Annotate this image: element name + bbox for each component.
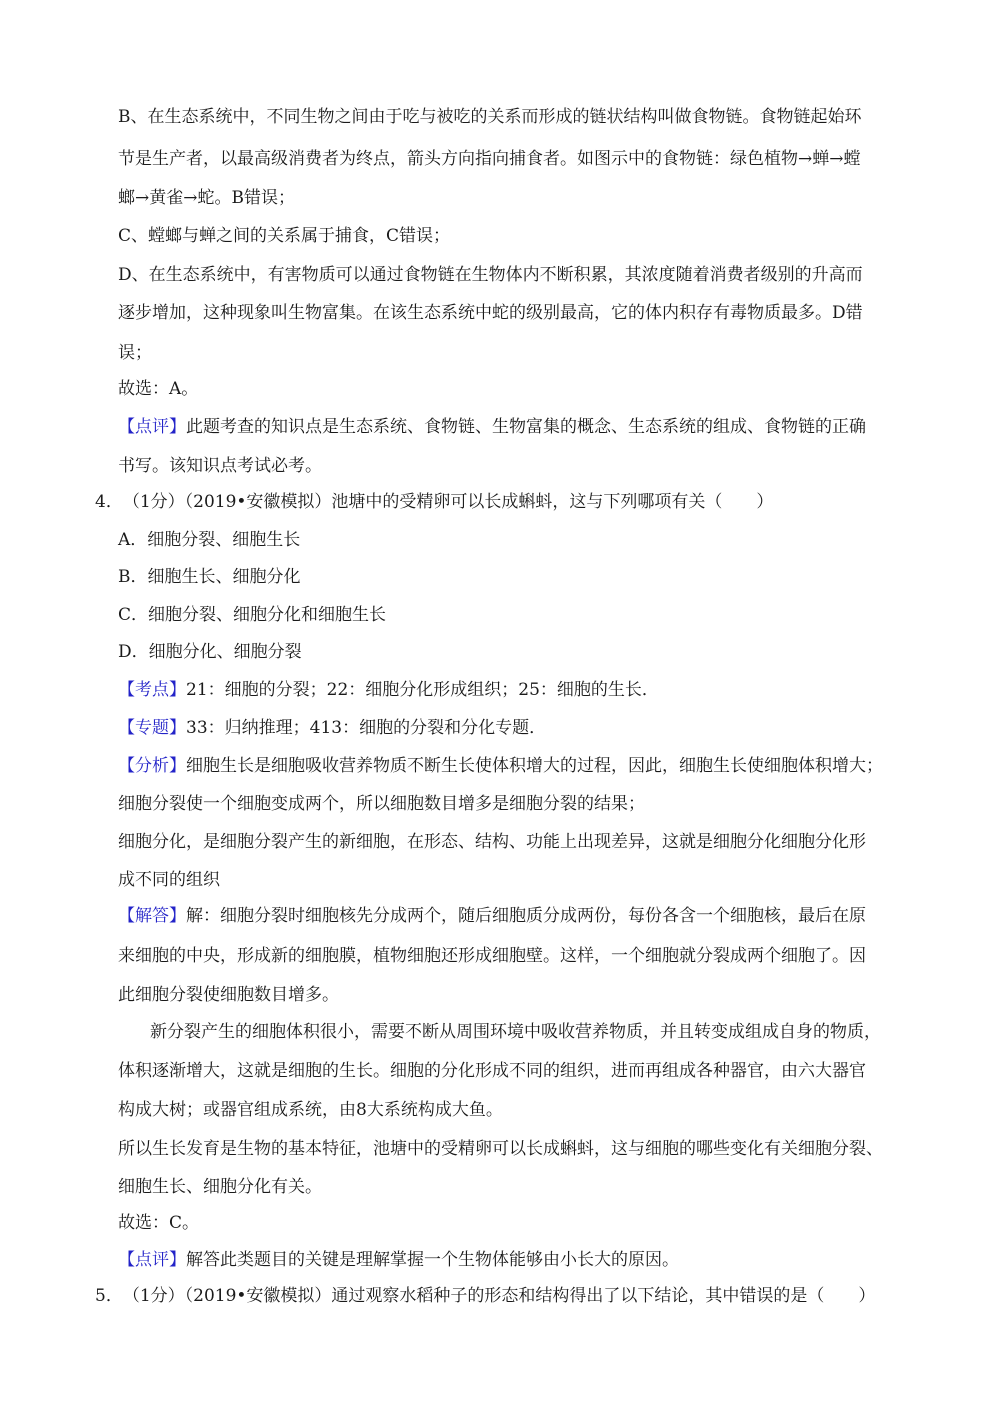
fenxi-tag: 【分析】 <box>118 756 186 776</box>
review-line: 书写。该知识点考试必考。 <box>118 456 322 476</box>
review-line <box>118 1249 679 1271</box>
question-text: （1分）（2019•安徽模拟）池塘中的受精卵可以长成蝌蚪，这与下列哪项有关（ ） <box>122 492 774 512</box>
question-text: （1分）（2019•安徽模拟）通过观察水稻种子的形态和结构得出了以下结论，其中错误的是（ ） <box>122 1286 876 1306</box>
fenxi-text: 细胞生长是细胞吸收营养物质不断生长使体积增大的过程，因此，细胞生长使细胞体积增大； <box>186 756 883 776</box>
zhuanti-text: 33：归纳推理；413：细胞的分裂和分化专题． <box>186 718 547 738</box>
fenxi-line: 成不同的组织 <box>118 870 220 890</box>
review-line <box>118 416 866 438</box>
review-text: 此题考查的知识点是生态系统、食物链、生物富集的概念、生态系统的组成、食物链的正确 <box>186 417 866 437</box>
option-b-explanation-line: 节是生产者，以最高级消费者为终点，箭头方向指向捕食者。如图示中的食物链：绿色植物→蝉→螳 <box>118 149 861 169</box>
fenxi-line: 细胞分化，是细胞分裂产生的新细胞，在形态、结构、功能上出现差异，这就是细胞分化细胞分化形 <box>118 832 866 852</box>
option-d-explanation-line: 逐步增加，这种现象叫生物富集。在该生态系统中蛇的级别最高，它的体内积存有毒物质最多。D错 <box>118 303 863 323</box>
option-a: A．细胞分裂、细胞生长 <box>118 530 301 550</box>
jieda-tag: 【解答】 <box>118 906 186 926</box>
option-d: D．细胞分化、细胞分裂 <box>118 642 302 662</box>
zhuanti-tag: 【专题】 <box>118 718 186 738</box>
answer-line: 故选：C。 <box>118 1213 200 1233</box>
zhuanti-line <box>118 717 546 739</box>
kaodian-line <box>118 679 659 701</box>
question-4-stem <box>95 491 773 513</box>
jieda-line: 细胞生长、细胞分化有关。 <box>118 1177 322 1197</box>
jieda-line: 新分裂产生的细胞体积很小，需要不断从周围环境中吸收营养物质，并且转变成组成自身的物质， <box>150 1022 881 1042</box>
fenxi-line: 细胞分裂使一个细胞变成两个，所以细胞数目增多是细胞分裂的结果； <box>118 794 645 814</box>
question-number: 5． <box>95 1286 123 1306</box>
option-b-explanation-line: 螂→黄雀→蛇。B错误； <box>118 188 295 208</box>
jieda-text: 解：细胞分裂时细胞核先分成两个，随后细胞质分成两份，每份各含一个细胞核，最后在原 <box>186 906 866 926</box>
jieda-line: 体积逐渐增大，这就是细胞的生长。细胞的分化形成不同的组织，进而再组成各种器官，由六大器官 <box>118 1061 866 1081</box>
question-5-stem <box>95 1285 875 1307</box>
jieda-line: 来细胞的中央，形成新的细胞膜，植物细胞还形成细胞壁。这样，一个细胞就分裂成两个细胞了。因 <box>118 946 866 966</box>
jieda-line: 所以生长发育是生物的基本特征，池塘中的受精卵可以长成蝌蚪，这与细胞的哪些变化有关细胞分裂、 <box>118 1139 883 1159</box>
option-b: B．细胞生长、细胞分化 <box>118 567 301 587</box>
kaodian-tag: 【考点】 <box>118 680 186 700</box>
kaodian-text: 21：细胞的分裂；22：细胞分化形成组织；25：细胞的生长． <box>186 680 659 700</box>
option-c: C．细胞分裂、细胞分化和细胞生长 <box>118 605 387 625</box>
fenxi-line <box>118 755 883 777</box>
option-b-explanation-line: B、在生态系统中，不同生物之间由于吃与被吃的关系而形成的链状结构叫做食物链。食物链起始环 <box>118 107 862 127</box>
question-number: 4． <box>95 492 123 512</box>
answer-line: 故选：A。 <box>118 379 199 399</box>
option-c-explanation: C、螳螂与蝉之间的关系属于捕食，C错误； <box>118 226 451 246</box>
option-d-explanation-line: D、在生态系统中，有害物质可以通过食物链在生物体内不断积累，其浓度随着消费者级别的升高而 <box>118 265 863 285</box>
jieda-line: 此细胞分裂使细胞数目增多。 <box>118 985 339 1005</box>
review-tag: 【点评】 <box>118 1250 186 1270</box>
review-text: 解答此类题目的关键是理解掌握一个生物体能够由小长大的原因。 <box>186 1250 679 1270</box>
jieda-line <box>118 905 866 927</box>
jieda-line: 构成大树；或器官组成系统，由8大系统构成大鱼。 <box>118 1100 503 1120</box>
option-d-explanation-line: 误； <box>118 343 152 363</box>
review-tag: 【点评】 <box>118 417 186 437</box>
